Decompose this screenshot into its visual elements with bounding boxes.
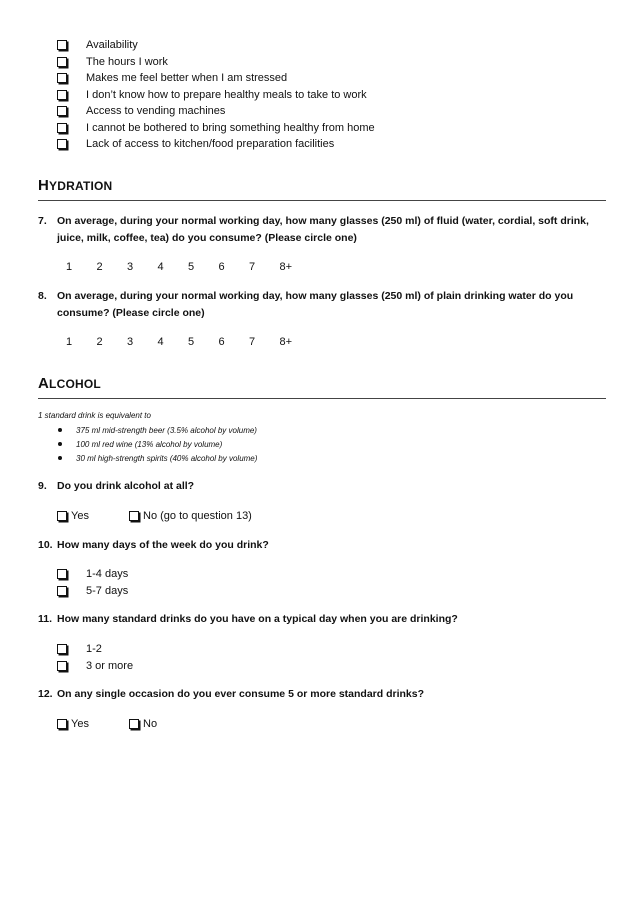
question-text: Do you drink alcohol at all? (57, 480, 195, 492)
question-number: 11. (38, 613, 53, 625)
scale-option[interactable]: 3 (127, 336, 134, 348)
checkbox-icon[interactable] (57, 661, 67, 671)
list-item: 30 ml high-strength spirits (40% alcohol by volume) (58, 451, 257, 465)
checkbox-option[interactable] (57, 583, 128, 600)
answer-scale-q7 (66, 261, 310, 273)
question-number: 10. (38, 539, 53, 551)
scale-option[interactable]: 7 (249, 261, 256, 273)
scale-option[interactable]: 1 (66, 261, 73, 273)
answer-options-q11 (57, 641, 133, 674)
checkbox-icon[interactable] (57, 57, 67, 67)
option-label: Access to vending machines (86, 105, 226, 118)
option-label: 3 or more (86, 659, 134, 672)
checkbox-option[interactable] (57, 70, 375, 87)
answer-scale-q8 (66, 336, 310, 348)
question-8 (38, 288, 598, 322)
checkbox-option[interactable] (57, 87, 375, 104)
checkbox-option[interactable] (57, 54, 375, 71)
checkbox-option-no[interactable] (129, 510, 252, 522)
question-9 (38, 478, 598, 495)
question-text: On any single occasion do you ever consume 5 or more standard drinks? (57, 688, 425, 700)
scale-option[interactable]: 1 (66, 336, 73, 348)
bullet-icon (58, 442, 62, 446)
option-label: I cannot be bothered to bring something healthy from home (86, 121, 375, 134)
checkbox-icon[interactable] (57, 719, 67, 729)
option-label: The hours I work (86, 55, 168, 68)
list-item: 375 ml mid-strength beer (3.5% alcohol by volume) (58, 423, 257, 437)
checkbox-icon[interactable] (57, 90, 67, 100)
question-12 (38, 686, 598, 703)
list-item: 100 ml red wine (13% alcohol by volume) (58, 437, 257, 451)
checkbox-option[interactable] (57, 658, 133, 675)
checkbox-option-no[interactable] (129, 718, 157, 730)
section-divider (38, 398, 606, 399)
answer-options-q10 (57, 566, 128, 599)
checkbox-icon[interactable] (57, 40, 67, 50)
scale-option[interactable]: 7 (249, 336, 256, 348)
scale-option[interactable]: 6 (218, 336, 225, 348)
checkbox-option[interactable] (57, 136, 375, 153)
question-11 (38, 611, 598, 628)
option-label: 1-2 (86, 643, 102, 656)
option-label: Availability (86, 39, 138, 52)
question-10 (38, 537, 598, 554)
section-divider (38, 200, 606, 201)
section-title-alcohol: ALCOHOL (38, 375, 101, 392)
answer-options-q12 (57, 716, 157, 732)
scale-option[interactable]: 2 (96, 336, 103, 348)
option-label: No (go to question 13) (143, 510, 252, 522)
scale-option[interactable]: 5 (188, 261, 195, 273)
checkbox-option-yes[interactable] (57, 718, 129, 730)
checkbox-option[interactable] (57, 120, 375, 137)
question-number: 7. (38, 215, 47, 227)
bullet-icon (58, 428, 62, 432)
option-label: Lack of access to kitchen/food preparation facilities (86, 138, 335, 151)
question-number: 12. (38, 688, 53, 700)
option-label: 5-7 days (86, 584, 129, 597)
checkbox-icon[interactable] (57, 123, 67, 133)
checkbox-icon[interactable] (129, 719, 139, 729)
option-label: Yes (71, 718, 89, 730)
scale-option[interactable]: 4 (157, 261, 164, 273)
bullet-icon (58, 456, 62, 460)
checkbox-icon[interactable] (57, 73, 67, 83)
checkbox-option[interactable] (57, 37, 375, 54)
standard-drink-list (58, 423, 257, 465)
answer-options-q9 (57, 508, 252, 524)
scale-option[interactable]: 3 (127, 261, 134, 273)
checkbox-option-yes[interactable] (57, 510, 129, 522)
question-7 (38, 213, 598, 247)
option-label: Yes (71, 510, 89, 522)
question-text: How many standard drinks do you have on a typical day when you are drinking? (57, 613, 458, 625)
scale-option[interactable]: 8+ (279, 336, 293, 348)
scale-option[interactable]: 8+ (279, 261, 293, 273)
checkbox-icon[interactable] (57, 139, 67, 149)
question-text: How many days of the week do you drink? (57, 539, 269, 551)
question-text: On average, during your normal working day, how many glasses (250 ml) of plain drinking water do you consume? (Please circle one) (57, 290, 574, 319)
option-label: 1-4 days (86, 568, 129, 581)
checkbox-icon[interactable] (57, 586, 67, 596)
scale-option[interactable]: 4 (157, 336, 164, 348)
standard-drink-note: 1 standard drink is equivalent to (38, 411, 151, 420)
checkbox-option[interactable] (57, 566, 128, 583)
barrier-options-list (57, 37, 375, 153)
checkbox-icon[interactable] (57, 569, 67, 579)
scale-option[interactable]: 6 (218, 261, 225, 273)
checkbox-option[interactable] (57, 103, 375, 120)
question-number: 9. (38, 480, 47, 492)
section-title-hydration: HYDRATION (38, 177, 113, 194)
question-text: On average, during your normal working day, how many glasses (250 ml) of fluid (water, cordial, soft drink, juice, milk, coffee, tea) do you consume? (Please circle one) (57, 215, 589, 244)
option-label: Makes me feel better when I am stressed (86, 72, 288, 85)
option-label: No (143, 718, 158, 730)
checkbox-icon[interactable] (57, 511, 67, 521)
scale-option[interactable]: 2 (96, 261, 103, 273)
checkbox-icon[interactable] (57, 106, 67, 116)
scale-option[interactable]: 5 (188, 336, 195, 348)
checkbox-icon[interactable] (57, 644, 67, 654)
question-number: 8. (38, 290, 47, 302)
checkbox-option[interactable] (57, 641, 133, 658)
checkbox-icon[interactable] (129, 511, 139, 521)
option-label: I don’t know how to prepare healthy meals to take to work (86, 88, 367, 101)
